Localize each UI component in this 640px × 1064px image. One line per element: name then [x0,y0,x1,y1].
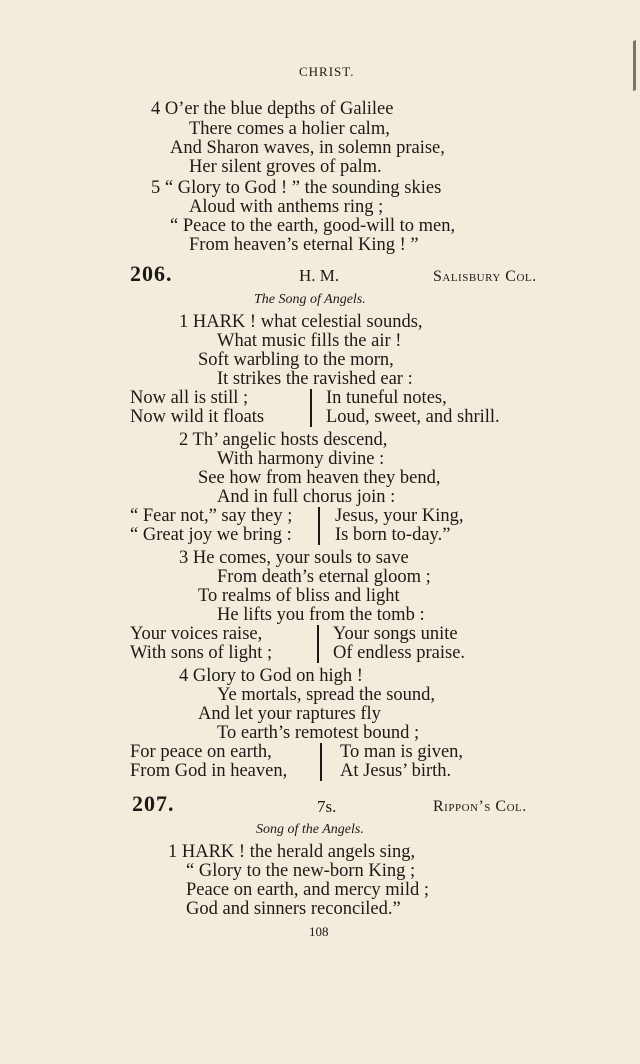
verse-line: 4 O’er the blue depths of Galilee [151,99,394,119]
verse-line-right: Loud, sweet, and shrill. [326,407,500,427]
verse-line: To earth’s remotest bound ; [217,723,420,743]
verse-line-right: To man is given, [340,742,464,762]
verse-line-right: Of endless praise. [333,643,466,663]
verse-line: He lifts you from the tomb : [217,605,425,625]
hymn-source: Salisbury Col. [433,268,537,285]
verse-line-left: With sons of light ; [130,643,273,663]
verse-line: 3 He comes, your souls to save [179,548,409,568]
verse-line: What music fills the air ! [217,331,402,351]
verse-line: With harmony divine : [217,449,385,469]
verse-line: 4 Glory to God on high ! [179,666,363,686]
verse-line: From heaven’s eternal King ! ” [189,235,419,255]
hymn-subtitle: The Song of Angels. [254,292,366,307]
verse-line: See how from heaven they bend, [198,468,441,488]
verse-line-right: At Jesus’ birth. [340,761,452,781]
verse-line: 2 Th’ angelic hosts descend, [179,430,388,450]
verse-line: 5 “ Glory to God ! ” the sounding skies [151,178,442,198]
page-edge-mark [625,40,636,94]
verse-line: And Sharon waves, in solemn praise, [170,138,445,158]
verse-line-left: “ Fear not,” say they ; [130,506,293,526]
verse-line-right: Your songs unite [333,624,458,644]
verse-line-left: “ Great joy we bring : [130,525,292,545]
column-divider [318,507,320,545]
verse-line-left: For peace on earth, [130,742,272,762]
verse-line: Soft warbling to the morn, [198,350,394,370]
hymn-subtitle: Song of the Angels. [256,822,364,837]
running-title: CHRIST. [299,64,355,79]
verse-line: Peace on earth, and mercy mild ; [186,880,429,900]
verse-line: It strikes the ravished ear : [217,369,413,389]
verse-line: There comes a holier calm, [189,119,390,139]
verse-line: God and sinners reconciled.” [186,899,401,919]
verse-line-right: In tuneful notes, [326,388,447,408]
verse-line-left: From God in heaven, [130,761,288,781]
page-number: 108 [309,924,329,939]
verse-line: To realms of bliss and light [198,586,400,606]
column-divider [310,389,312,427]
verse-line-right: Jesus, your King, [335,506,464,526]
verse-line-left: Now wild it floats [130,407,265,427]
hymn-number: 206. [130,261,173,286]
verse-line: 1 HARK ! what celestial sounds, [179,312,423,332]
verse-line: And let your raptures fly [198,704,381,724]
verse-line: “ Glory to the new-born King ; [186,861,416,881]
verse-line: Aloud with anthems ring ; [189,197,384,217]
verse-line: And in full chorus join : [217,487,396,507]
verse-line-left: Now all is still ; [130,388,249,408]
verse-line-right: Is born to-day.” [335,525,451,545]
column-divider [317,625,319,663]
hymn-source: Rippon’s Col. [433,798,527,815]
verse-line: 1 HARK ! the herald angels sing, [168,842,416,862]
verse-line: From death’s eternal gloom ; [217,567,431,587]
column-divider [320,743,322,781]
verse-line: Her silent groves of palm. [189,157,382,177]
verse-line-left: Your voices raise, [130,624,263,644]
hymn-number: 207. [132,791,175,816]
hymn-meter: 7s. [317,797,337,816]
verse-line: Ye mortals, spread the sound, [217,685,436,705]
hymn-meter: H. M. [299,266,340,285]
verse-line: “ Peace to the earth, good-will to men, [170,216,456,236]
